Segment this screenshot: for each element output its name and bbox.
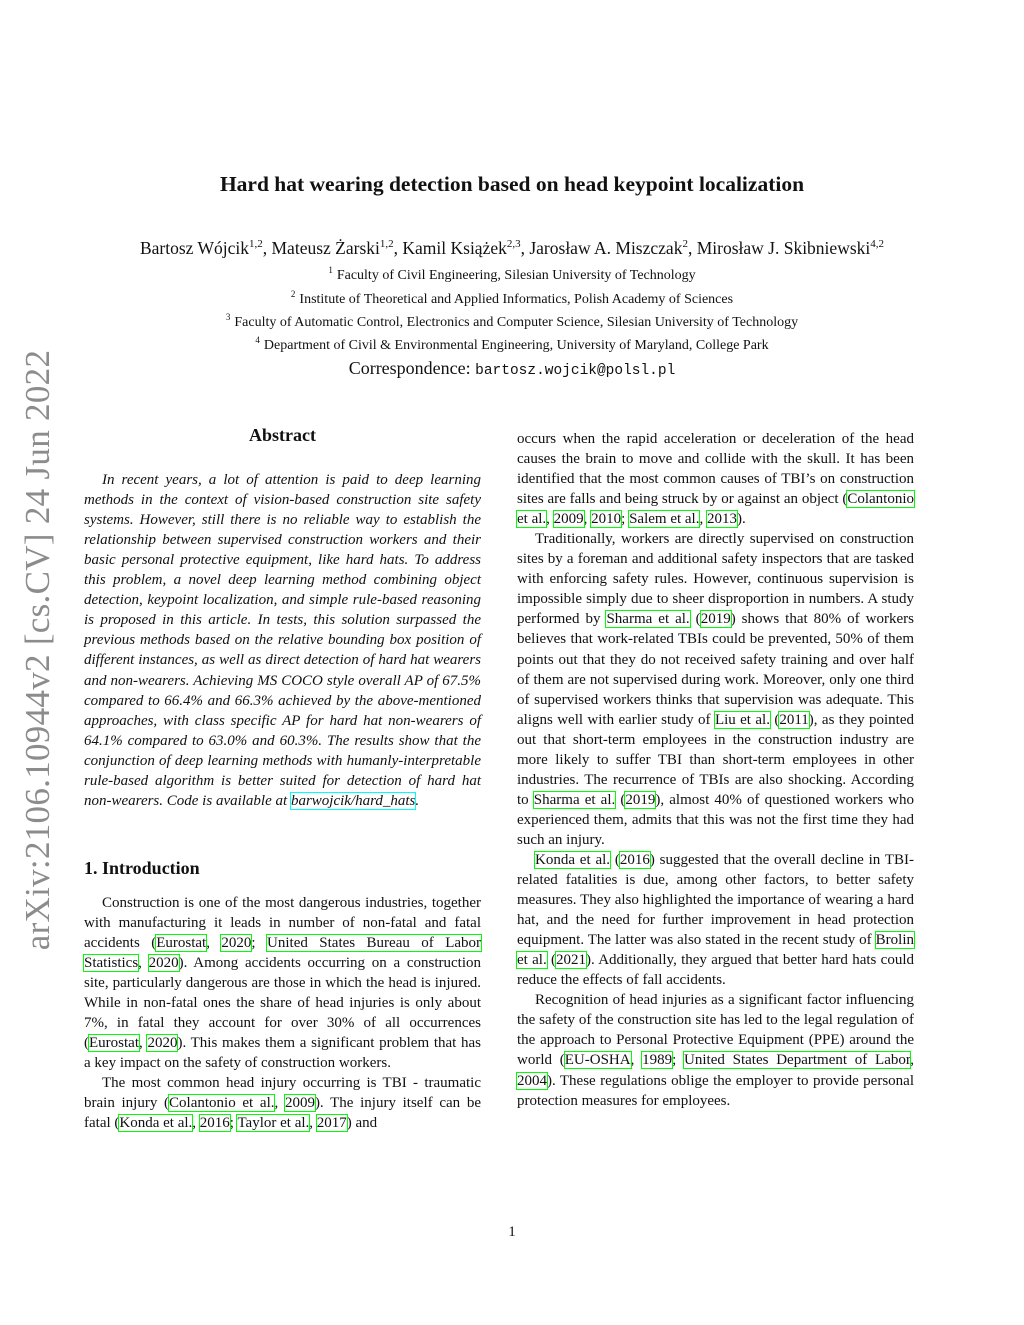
citation-link[interactable]: 2004	[517, 1072, 547, 1089]
code-repository-link[interactable]: barwojcik/hard_hats	[290, 792, 416, 809]
paragraph-text: occurs when the rapid acceleration or deceleration of the head causes the brain to move and collide with the skull. It has been identified that the most common causes of TBI’s on construction sites are falls and being struck by or against an object (	[517, 431, 914, 508]
paragraph-text: ;	[251, 934, 268, 951]
correspondence-email[interactable]: bartosz.wojcik@polsl.pl	[475, 363, 676, 379]
paragraph-text: ,	[309, 1115, 317, 1132]
citation-link[interactable]: 2016	[199, 1115, 230, 1132]
citation-link[interactable]: 2019	[700, 611, 731, 628]
citation-link[interactable]: 2019	[625, 791, 656, 808]
citation-link[interactable]: 2020	[147, 1035, 178, 1052]
affiliation-4: $^4$ Department of Civil & Environmental Engineering, University of Maryland, College Park	[255, 335, 769, 353]
abstract-body: In recent years, a lot of attention is paid to deep learning methods in the context of vision-based construction site safety systems. However, still there is no reliable way to establish the relationship between supervised construction workers and their basic personal protective equipment, like hard hats. To address this problem, a novel deep learning method combining object detection, keypoint localization, and simple rule-based reasoning is proposed in this article. In tests, this solution surpassed the previous methods based on the relative bounding box position of different instances, as well as direct detection of hard hat wearers and non-wearers. Achieving MS COCO style overall AP of 67.5% compared to 66.4% and 66.3% achieved by the above-mentioned approaches, with class specific AP for hard hat non-wearers of 64.1% compared to 63.0% and 60.3%. The results show that the conjunction of deep learning methods with humanly-interpretable rule-based algorithm is better suited for detection of hard hat non-wearers. Code is available at barwojcik/hard_hats.	[84, 472, 481, 809]
paragraph-text: ). The injury itself can be fatal (	[84, 1095, 481, 1132]
paragraph-text: ), almost 40% of questioned workers who experienced them, admits that this was not the first time they had such an injury.	[517, 791, 914, 848]
paragraph-text: ,	[192, 1115, 200, 1132]
citation-link[interactable]: Colantonio et al.	[517, 491, 914, 528]
introduction-paragraph-2	[84, 1073, 481, 1133]
paragraph-text: ). Additionally, they argued that better hard hats could reduce the effects of fall accidents.	[517, 952, 915, 989]
page-number: 1	[508, 1224, 516, 1240]
citation-link[interactable]: Liu et al.	[714, 711, 770, 728]
citation-link[interactable]: Konda et al.	[535, 851, 611, 868]
introduction-heading: 1. Introduction	[84, 857, 200, 878]
citation-link[interactable]: 2020	[221, 934, 252, 951]
citation-link[interactable]: 2009	[284, 1095, 315, 1112]
paragraph-text: ), as they pointed out that short-term employees in the construction industry are more likely to suffer TBI than short-term employees in other industries. The recurrence of TBIs are also shocking. According to	[517, 711, 915, 808]
paragraph-text: Traditionally, workers are directly supervised on construction sites by a foreman and additional safety inspectors that are tasked with enforcing safety rules. However, continuous supervision is impossible simply due to sheer disproportion in numbers. A study performed by	[517, 531, 914, 628]
left-column	[84, 425, 481, 1133]
right-paragraph-4	[517, 990, 914, 1110]
paragraph-text: (	[769, 711, 780, 728]
paragraph-text: ;	[229, 1115, 238, 1132]
paragraph-text: ). This makes them a significant problem that has a key impact on the safety of construction workers.	[84, 1035, 482, 1072]
paragraph-text: ,	[583, 511, 592, 528]
affiliation-3: $^3$ Faculty of Automatic Control, Electronics and Computer Science, Silesian University of Technology	[225, 312, 799, 330]
right-paragraph-2	[517, 529, 914, 850]
citation-link[interactable]: Sharma et al.	[606, 611, 690, 628]
paragraph-text: (	[689, 611, 701, 628]
author-1: Mateusz Żarski$^{1,2}$,	[271, 238, 403, 258]
paragraph-text: Construction is one of the most dangerous industries, together with manufacturing it leads in number of non-fatal and fatal accidents (	[84, 894, 481, 951]
paragraph-text: ,	[138, 955, 149, 972]
citation-link[interactable]: United States Bureau of Labor Statistics	[84, 934, 482, 972]
paragraph-text: ) and	[346, 1115, 378, 1132]
citation-link[interactable]: Taylor et al.	[237, 1115, 310, 1132]
citation-link[interactable]: Colantonio et al.	[169, 1095, 275, 1112]
paragraph-text: ,	[699, 511, 707, 528]
paragraph-text: ,	[206, 934, 222, 951]
paper-title: Hard hat wearing detection based on head keypoint localization	[219, 172, 805, 196]
affiliation-1: $^1$ Faculty of Civil Engineering, Silesian University of Technology	[328, 265, 696, 283]
paragraph-text: ,	[910, 1052, 915, 1069]
paragraph-text: ,	[139, 1035, 148, 1052]
citation-link[interactable]: 2020	[148, 955, 179, 972]
paragraph-text: (	[546, 952, 556, 969]
citation-link[interactable]: 2009	[553, 511, 584, 528]
author-list	[0, 238, 1024, 259]
paragraph-text: The most common head injury occurring is TBI - traumatic brain injury (	[84, 1075, 481, 1112]
citation-link[interactable]: 2011	[779, 711, 809, 728]
paragraph-text: (	[610, 851, 620, 868]
paragraph-text: ).	[736, 511, 746, 528]
paragraph-text: ) suggested that the overall decline in TBI-related fatalities is due, among other factors, to better safety measures. They also highlighted the importance of wearing a hard hat, and the need for further improvement in head protection equipment. The latter was also stated in the recent study of	[517, 851, 914, 949]
abstract-heading: Abstract	[249, 425, 316, 445]
paragraph-text: ). These regulations oblige the employer to provide personal protection measures for employees.	[517, 1072, 914, 1109]
citation-link[interactable]: 2017	[316, 1115, 347, 1132]
citation-link[interactable]: Brolin et al.	[517, 932, 914, 969]
right-paragraph-3	[517, 850, 914, 990]
introduction-paragraph-1	[84, 893, 481, 1073]
paragraph-text: ;	[672, 1052, 685, 1069]
citation-link[interactable]: Konda et al.	[119, 1115, 193, 1132]
citation-link[interactable]: Eurostat	[89, 1035, 139, 1052]
correspondence: Correspondence: bartosz.wojcik@polsl.pl	[348, 358, 676, 379]
arxiv-identifier-stamp: arXiv:2106.10944v2 [cs.CV] 24 Jun 2022	[18, 349, 57, 951]
citation-link[interactable]: 2016	[619, 851, 650, 868]
paragraph-text: ). Among accidents occurring on a construction site, particularly dangerous are those in which the head is injured. While in non-fatal ones the share of head injuries is only about 7%, in fatal they account for over 30% of all occurrences (	[84, 955, 481, 1052]
paragraph-text: ,	[274, 1095, 285, 1112]
paragraph-text: (	[615, 791, 626, 808]
citation-link[interactable]: Sharma et al.	[533, 791, 616, 808]
citation-link[interactable]: United States Department of Labor	[684, 1052, 911, 1069]
citation-link[interactable]: 2010	[591, 511, 622, 528]
citation-link[interactable]: Eurostat	[156, 934, 207, 951]
paragraph-text: Recognition of head injuries as a significant factor influencing the safety of the construction site has led to the legal regulation of the approach to Personal Protective Equipment (PPE) around the world (	[517, 992, 914, 1069]
author-0: Bartosz Wójcik$^{1,2}$,	[139, 238, 272, 258]
citation-link[interactable]: EU-OSHA	[564, 1052, 631, 1069]
author-4: Mirosław J. Skibniewski$^{4,2}$	[696, 238, 885, 258]
affiliation-2: $^2$ Institute of Theoretical and Applied Informatics, Polish Academy of Sciences	[290, 289, 734, 307]
citation-link[interactable]: 1989	[642, 1052, 673, 1069]
paragraph-text: ,	[546, 511, 554, 528]
citation-link[interactable]: Salem et al.	[629, 511, 700, 528]
author-3: Jarosław A. Miszczak$^2$,	[529, 238, 697, 258]
right-column	[517, 429, 914, 1111]
paragraph-text: ,	[630, 1052, 643, 1069]
citation-link[interactable]: 2021	[556, 952, 586, 969]
right-paragraph-1	[517, 429, 914, 529]
paragraph-text: ;	[621, 511, 630, 528]
citation-link[interactable]: 2013	[706, 511, 737, 528]
paragraph-text: ) shows that 80% of workers believes that work-related TBIs could be prevented, 50% of them points out that they do not received safety training and over half of them are not supervised during work. Moreover, only one third of supervised workers thinks that supervision was adequate. This aligns well with earlier study of	[517, 611, 914, 728]
author-2: Kamil Książek$^{2,3}$,	[402, 238, 530, 258]
